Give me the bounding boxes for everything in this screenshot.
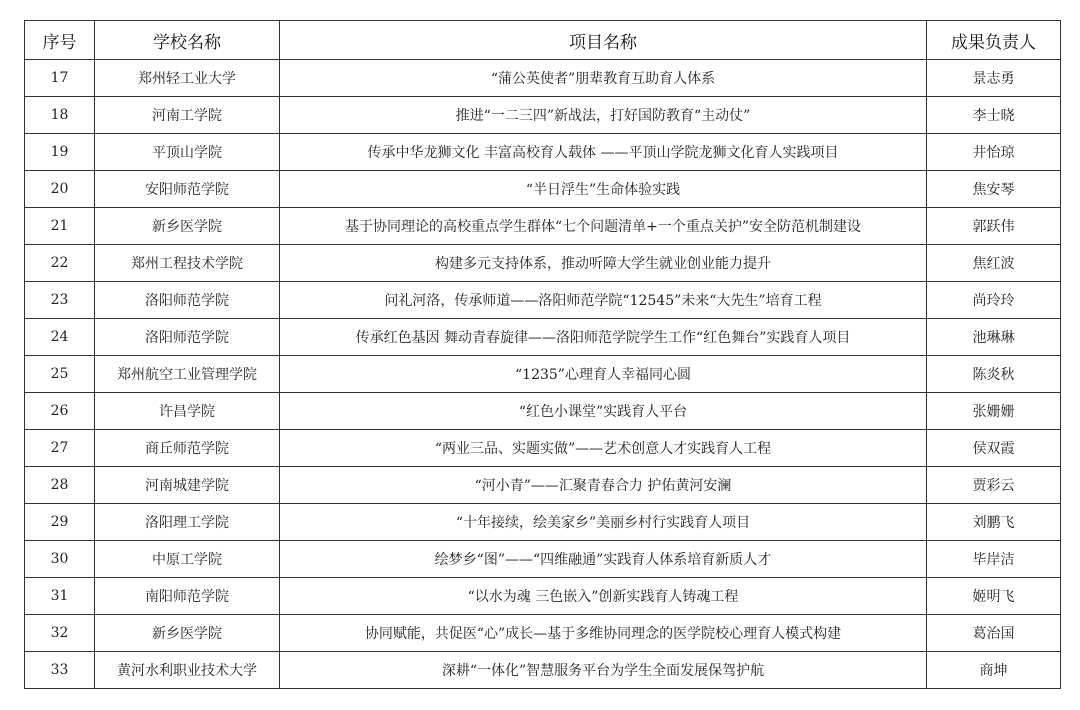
cell-school: 南阳师范学院: [95, 578, 280, 615]
cell-no: 24: [25, 319, 95, 356]
cell-project: 协同赋能，共促医“心”成长—基于多维协同理念的医学院校心理育人模式构建: [280, 615, 927, 652]
cell-school: 黄河水利职业技术大学: [95, 652, 280, 689]
cell-person: 侯双霞: [927, 430, 1061, 467]
cell-no: 17: [25, 60, 95, 97]
cell-no: 20: [25, 171, 95, 208]
table-row: [25, 652, 1061, 689]
table-body: [25, 60, 1061, 689]
table-row: [25, 134, 1061, 171]
cell-no: 21: [25, 208, 95, 245]
cell-project: “两业三品、实题实做”——艺术创意人才实践育人工程: [280, 430, 927, 467]
table-row: [25, 245, 1061, 282]
cell-person: 郭跃伟: [927, 208, 1061, 245]
cell-person: 池琳琳: [927, 319, 1061, 356]
cell-project: 绘梦乡“图”——“四维融通”实践育人体系培育新质人才: [280, 541, 927, 578]
header-school: 学校名称: [95, 21, 280, 60]
header-row: [25, 21, 1061, 60]
cell-person: 张姗姗: [927, 393, 1061, 430]
cell-no: 18: [25, 97, 95, 134]
cell-person: 刘鹏飞: [927, 504, 1061, 541]
cell-school: 中原工学院: [95, 541, 280, 578]
cell-person: 焦安琴: [927, 171, 1061, 208]
cell-school: 洛阳师范学院: [95, 282, 280, 319]
table-row: [25, 60, 1061, 97]
cell-no: 28: [25, 467, 95, 504]
table-header: [25, 21, 1061, 60]
project-table: [24, 20, 1061, 689]
cell-person: 姬明飞: [927, 578, 1061, 615]
table-row: [25, 578, 1061, 615]
cell-no: 32: [25, 615, 95, 652]
cell-person: 尚玲玲: [927, 282, 1061, 319]
cell-person: 焦红波: [927, 245, 1061, 282]
table-row: [25, 208, 1061, 245]
table-row: [25, 430, 1061, 467]
cell-no: 30: [25, 541, 95, 578]
cell-person: 井怡琼: [927, 134, 1061, 171]
table-row: [25, 504, 1061, 541]
cell-no: 27: [25, 430, 95, 467]
cell-project: “蒲公英使者”朋辈教育互助育人体系: [280, 60, 927, 97]
table-row: [25, 393, 1061, 430]
cell-no: 31: [25, 578, 95, 615]
cell-no: 26: [25, 393, 95, 430]
cell-project: “以水为魂 三色嵌入”创新实践育人铸魂工程: [280, 578, 927, 615]
cell-project: 深耕“一体化”智慧服务平台为学生全面发展保驾护航: [280, 652, 927, 689]
cell-school: 洛阳理工学院: [95, 504, 280, 541]
cell-school: 郑州轻工业大学: [95, 60, 280, 97]
cell-school: 河南工学院: [95, 97, 280, 134]
cell-person: 陈炎秋: [927, 356, 1061, 393]
table-row: [25, 282, 1061, 319]
table-row: [25, 615, 1061, 652]
cell-no: 25: [25, 356, 95, 393]
cell-school: 郑州航空工业管理学院: [95, 356, 280, 393]
cell-person: 贾彩云: [927, 467, 1061, 504]
cell-school: 新乡医学院: [95, 615, 280, 652]
cell-project: 问礼河洛，传承师道——洛阳师范学院“12545”未来“大先生”培育工程: [280, 282, 927, 319]
cell-person: 葛治国: [927, 615, 1061, 652]
cell-no: 19: [25, 134, 95, 171]
table-row: [25, 541, 1061, 578]
cell-person: 商坤: [927, 652, 1061, 689]
cell-project: “半日浮生”生命体验实践: [280, 171, 927, 208]
cell-no: 22: [25, 245, 95, 282]
cell-school: 许昌学院: [95, 393, 280, 430]
cell-project: 传承中华龙狮文化 丰富高校育人载体 ——平顶山学院龙狮文化育人实践项目: [280, 134, 927, 171]
cell-no: 23: [25, 282, 95, 319]
cell-project: 传承红色基因 舞动青春旋律——洛阳师范学院学生工作“红色舞台”实践育人项目: [280, 319, 927, 356]
document-sheet: [24, 20, 1060, 689]
table-row: [25, 97, 1061, 134]
cell-person: 李士晓: [927, 97, 1061, 134]
cell-school: 安阳师范学院: [95, 171, 280, 208]
cell-school: 平顶山学院: [95, 134, 280, 171]
cell-school: 河南城建学院: [95, 467, 280, 504]
header-project: 项目名称: [280, 21, 927, 60]
cell-project: “1235”心理育人幸福同心圆: [280, 356, 927, 393]
cell-project: 基于协同理论的高校重点学生群体“七个问题清单+一个重点关护”安全防范机制建设: [280, 208, 927, 245]
cell-project: “十年接续，绘美家乡”美丽乡村行实践育人项目: [280, 504, 927, 541]
table-row: [25, 171, 1061, 208]
cell-school: 商丘师范学院: [95, 430, 280, 467]
table-row: [25, 467, 1061, 504]
cell-person: 毕岸洁: [927, 541, 1061, 578]
cell-project: 构建多元支持体系，推动听障大学生就业创业能力提升: [280, 245, 927, 282]
cell-project: “河小青”——汇聚青春合力 护佑黄河安澜: [280, 467, 927, 504]
cell-school: 洛阳师范学院: [95, 319, 280, 356]
cell-no: 29: [25, 504, 95, 541]
header-no: 序号: [25, 21, 95, 60]
cell-project: “红色小课堂”实践育人平台: [280, 393, 927, 430]
table-row: [25, 319, 1061, 356]
cell-no: 33: [25, 652, 95, 689]
cell-school: 郑州工程技术学院: [95, 245, 280, 282]
table-row: [25, 356, 1061, 393]
cell-school: 新乡医学院: [95, 208, 280, 245]
cell-project: 推进“一二三四”新战法，打好国防教育“主动仗”: [280, 97, 927, 134]
cell-person: 景志勇: [927, 60, 1061, 97]
header-person: 成果负责人: [927, 21, 1061, 60]
